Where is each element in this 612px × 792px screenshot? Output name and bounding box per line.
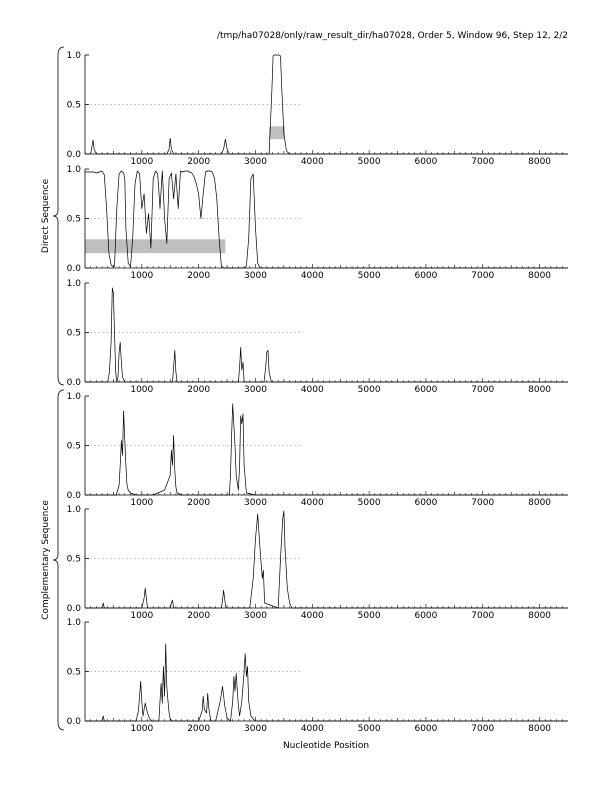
panel-5 <box>67 505 568 621</box>
x-tick-label: 3000 <box>244 157 267 167</box>
panel-2 <box>67 165 568 281</box>
x-tick-label: 6000 <box>414 498 438 508</box>
panel-6 <box>67 618 568 734</box>
x-tick-label: 1000 <box>130 385 154 395</box>
group-label-complementary: Complementary Sequence <box>41 500 51 620</box>
x-tick-label: 2000 <box>187 498 211 508</box>
chart-header: /tmp/ha07028/only/raw_result_dir/ha07028, Order 5, Window 96, Step 12, 2/2 <box>217 31 568 41</box>
y-tick-label: 0.5 <box>66 328 81 339</box>
y-tick-label: 0.0 <box>66 491 81 501</box>
x-tick-label: 7000 <box>471 498 495 508</box>
series-line <box>85 511 568 608</box>
x-tick-label: 1000 <box>130 157 154 167</box>
x-tick-label: 5000 <box>357 724 381 734</box>
x-tick-label: 4000 <box>300 611 324 621</box>
panel-3 <box>67 279 568 395</box>
x-tick-label: 1000 <box>130 724 154 734</box>
panel-4 <box>67 392 568 508</box>
x-axis-title: Nucleotide Position <box>282 741 370 751</box>
x-tick-label: 7000 <box>471 724 495 734</box>
panel-1 <box>67 51 568 167</box>
x-tick-label: 3000 <box>244 724 267 734</box>
x-tick-label: 4000 <box>300 498 324 508</box>
y-tick-label: 1.0 <box>66 618 81 628</box>
group-label-direct: Direct Sequence <box>41 178 51 254</box>
x-tick-label: 1000 <box>130 498 154 508</box>
x-tick-label: 1000 <box>130 271 154 281</box>
x-tick-label: 7000 <box>471 611 495 621</box>
x-tick-label: 5000 <box>357 498 381 508</box>
x-tick-label: 2000 <box>187 611 211 621</box>
x-tick-label: 8000 <box>528 157 552 167</box>
x-tick-label: 5000 <box>357 157 381 167</box>
shaded-region <box>269 126 285 139</box>
x-tick-label: 7000 <box>471 385 495 395</box>
x-tick-label: 8000 <box>528 271 552 281</box>
x-tick-label: 3000 <box>244 611 267 621</box>
shaded-region <box>85 239 225 253</box>
x-tick-label: 4000 <box>300 271 324 281</box>
x-tick-label: 5000 <box>357 611 381 621</box>
series-line <box>85 644 568 721</box>
x-tick-label: 3000 <box>244 498 267 508</box>
y-tick-label: 0.5 <box>66 214 81 225</box>
x-tick-label: 8000 <box>528 724 552 734</box>
x-tick-label: 6000 <box>414 157 438 167</box>
x-tick-label: 5000 <box>357 271 381 281</box>
x-tick-label: 8000 <box>528 611 552 621</box>
x-tick-label: 4000 <box>300 385 324 395</box>
x-tick-label: 6000 <box>414 611 438 621</box>
x-tick-label: 7000 <box>471 157 495 167</box>
x-tick-label: 2000 <box>187 724 211 734</box>
y-tick-label: 1.0 <box>66 165 81 175</box>
y-tick-label: 1.0 <box>66 51 81 61</box>
x-tick-label: 8000 <box>528 385 552 395</box>
y-tick-label: 0.0 <box>66 378 81 388</box>
series-line <box>85 288 568 382</box>
x-tick-label: 4000 <box>300 157 324 167</box>
x-tick-label: 6000 <box>414 724 438 734</box>
x-tick-label: 3000 <box>244 271 267 281</box>
y-tick-label: 0.0 <box>66 150 81 160</box>
y-tick-label: 1.0 <box>66 505 81 515</box>
x-tick-label: 8000 <box>528 498 552 508</box>
x-tick-label: 5000 <box>357 385 381 395</box>
series-line <box>85 171 568 268</box>
bracket-complementary <box>53 390 64 730</box>
x-tick-label: 2000 <box>187 271 211 281</box>
group-brackets <box>53 47 64 730</box>
x-tick-label: 7000 <box>471 271 495 281</box>
series-line <box>85 55 568 154</box>
y-tick-label: 0.0 <box>66 604 81 614</box>
y-tick-label: 0.5 <box>66 100 81 111</box>
y-tick-label: 1.0 <box>66 392 81 402</box>
y-tick-label: 0.0 <box>66 717 81 727</box>
y-tick-label: 0.5 <box>66 667 81 678</box>
series-line <box>85 404 568 495</box>
y-tick-label: 0.5 <box>66 441 81 452</box>
y-tick-label: 0.0 <box>66 264 81 274</box>
x-tick-label: 1000 <box>130 611 154 621</box>
x-tick-label: 4000 <box>300 724 324 734</box>
x-tick-label: 2000 <box>187 385 211 395</box>
x-tick-label: 2000 <box>187 157 211 167</box>
y-tick-label: 1.0 <box>66 279 81 289</box>
bracket-direct <box>53 47 64 385</box>
y-tick-label: 0.5 <box>66 554 81 565</box>
x-tick-label: 6000 <box>414 271 438 281</box>
x-tick-label: 6000 <box>414 385 438 395</box>
panels <box>67 51 568 734</box>
x-tick-label: 3000 <box>244 385 267 395</box>
